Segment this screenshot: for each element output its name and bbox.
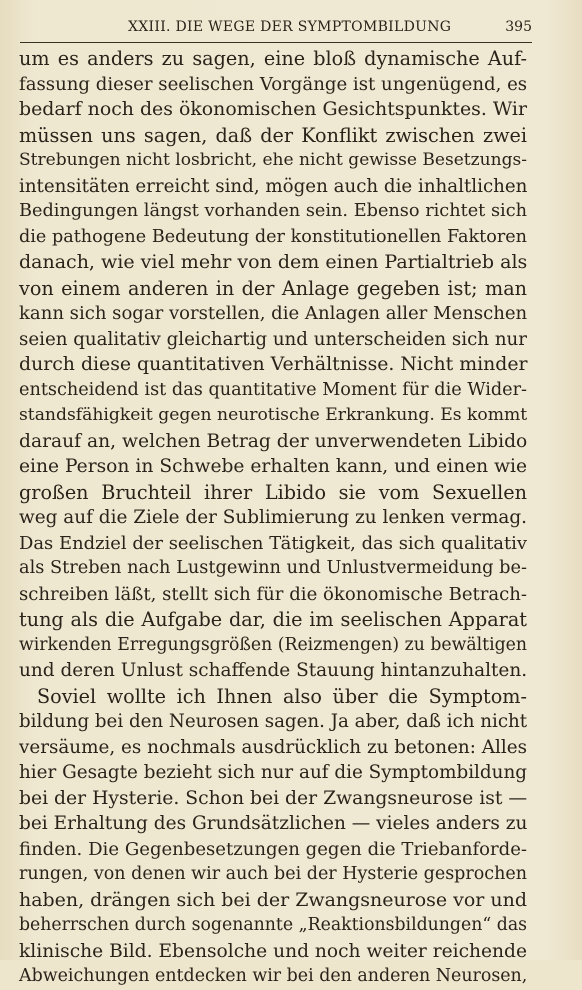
running-head [20,18,532,43]
text-line: tung als die Aufgabe dar, die im seelischen Apparat [19,608,527,631]
text-line: von einem anderen in der Anlage gegeben ist; man [19,276,527,300]
text-line: weg auf die Ziele der Sublimierung zu lenken vermag. [19,507,527,528]
text-line: bildung bei den Neurosen sagen. Ja aber, daß ich nicht [19,711,528,732]
text-line: fassung dieser seelischen Vorgänge ist ungenügend, es [19,73,528,95]
text-line: Strebungen nicht losbricht, ehe nicht gewisse Besetzungs- [19,150,527,170]
text-line: beherrschen durch sogenannte „Reaktionsbildungen“ das [19,915,527,935]
text-line: finden. Die Gegenbesetzungen gegen die Triebanforde- [19,838,527,860]
text-line: schreiben läßt, stellt sich für die ökonomische Betrach- [19,583,527,605]
text-line: die pathogene Bedeutung der konstitutionellen Faktoren [19,226,527,247]
text-line: entscheidend ist das quantitative Moment für die Wider- [19,379,527,400]
page-number: 395 [505,19,532,35]
text-line: eine Person in Schwebe erhalten kann, und einen wie [19,456,527,477]
text-line: rungen, von denen wir auch bei der Hysterie gesprochen [19,864,527,884]
text-line: intensitäten erreicht sind, mögen auch die inhaltlichen [19,175,528,197]
text-line: darauf an, welchen Betrag der unverwendeten Libido [19,430,528,452]
text-line: Bedingungen längst vorhanden sein. Ebenso richtet sich [19,201,527,221]
body-text [19,46,527,990]
text-line: müssen uns sagen, daß der Konflikt zwischen zwei [19,123,527,147]
text-line: durch diese quantitativen Verhältnisse. Nicht minder [19,353,528,375]
chapter-title: XXIII. DIE WEGE DER SYMPTOMBILDUNG [128,19,452,35]
text-line: Das Endziel der seelischen Tätigkeit, das sich qualitativ [19,532,527,554]
text-line: versäume, es nochmals ausdrücklich zu betonen: Alles [19,736,527,758]
text-line: um es anders zu sagen, eine bloß dynamische Auf- [19,47,527,70]
text-line: hier Gesagte bezieht sich nur auf die Symptombildung [19,762,527,783]
text-line: wirkenden Erregungsgrößen (Reizmengen) zu bewältigen [19,634,527,655]
text-line: und deren Unlust schaffende Stauung hintanzuhalten. [19,660,528,681]
text-line: klinische Bild. Ebensolche und noch weiter reichende [19,940,527,962]
text-line: bei der Hysterie. Schon bei der Zwangsneurose ist — [19,787,528,809]
text-line: haben, drängen sich bei der Zwangsneurose vor und [19,888,527,911]
text-line: standsfähigkeit gegen neurotische Erkrankung. Es kommt [19,405,528,425]
text-line: bei Erhaltung des Grundsätzlichen — vieles anders zu [19,813,528,834]
text-line: Abweichungen entdecken wir bei den anderen Neurosen, [19,966,528,986]
text-line: kann sich sogar vorstellen, die Anlagen aller Menschen [19,303,528,324]
text-line: großen Bruchteil ihrer Libido sie vom Sexuellen [19,480,527,504]
text-line: Soviel wollte ich Ihnen also über die Symptom- [37,684,527,708]
text-line: als Streben nach Lustgewinn und Unlustvermeidung be- [19,558,527,578]
text-line: seien qualitativ gleichartig und unterscheiden sich nur [19,328,527,350]
text-line: danach, wie viel mehr von dem einen Partialtrieb als [19,251,528,273]
text-line: bedarf noch des ökonomischen Gesichtspunktes. Wir [19,98,527,120]
